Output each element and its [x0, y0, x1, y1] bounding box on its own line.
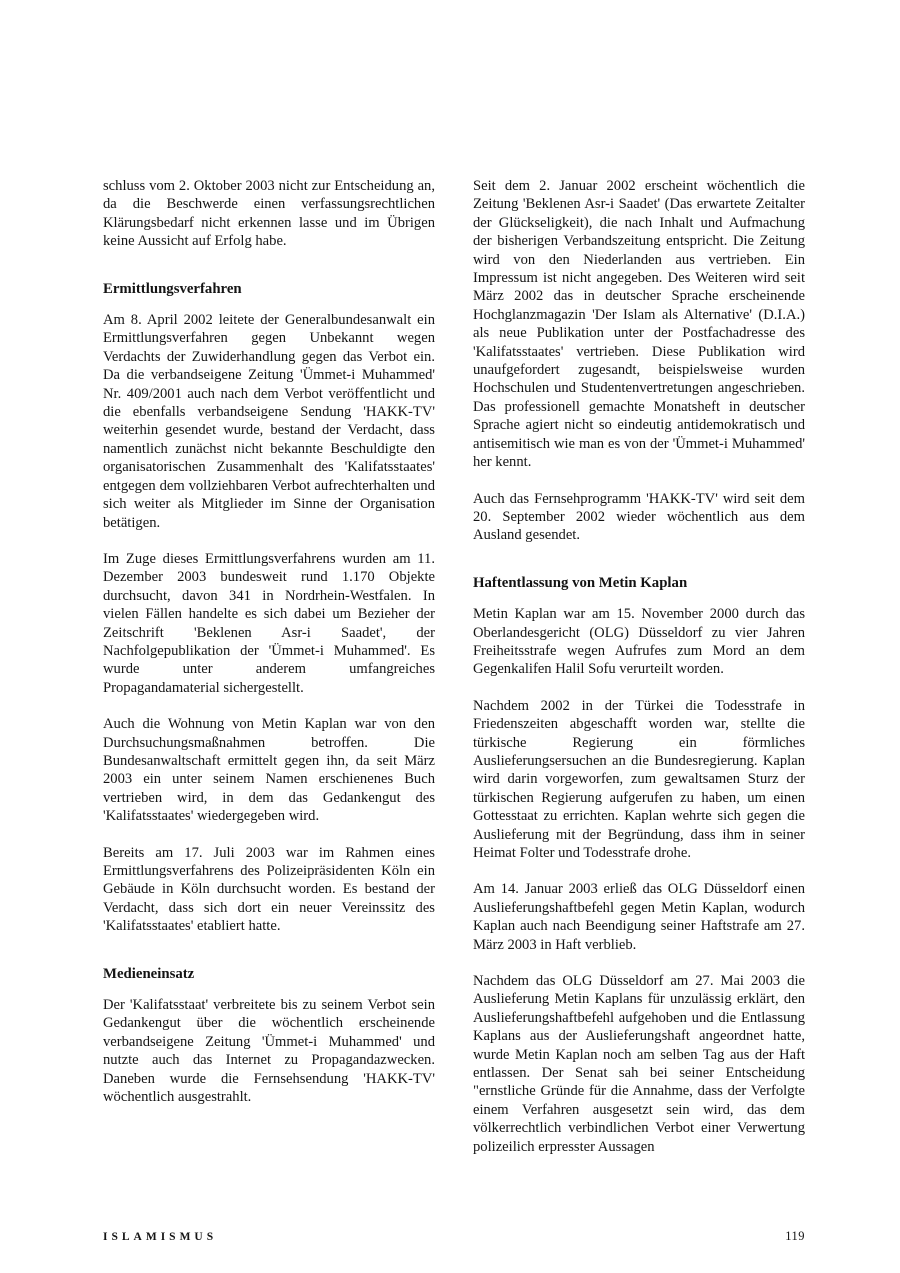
page-number: 119	[785, 1229, 805, 1243]
paragraph: Am 8. April 2002 leitete der Generalbundesanwalt ein Ermittlungsverfahren gegen Unbekannt wegen Verdachts der Zuwiderhandlung gegen das Verbot ein. Da die verbandseigene Zeitung 'Ümmet-i Muhammed' Nr. 409/2001 auch nach dem Verbot veröffentlicht und die ebenfalls verbandseigene Sendung 'HAKK-TV' weiterhin gesendet wurde, bestand der Verdacht, dass namentlich zunächst nicht bekannte Beschuldigte den organisatorischen Zusammenhalt des 'Kalifatsstaates' entgegen dem vollziehbaren Verbot aufrechterhalten und sich weiter als Mitglieder im Sinne der Organisation betätigen.	[103, 312, 435, 531]
text-columns	[103, 177, 805, 1174]
section-heading-medieneinsatz: Medieneinsatz	[103, 965, 195, 982]
page-footer	[103, 1229, 805, 1244]
paragraph: Am 14. Januar 2003 erließ das OLG Düsseldorf einen Auslieferungshaftbefehl gegen Metin Kaplan, wodurch Kaplan auch nach Beendigung seiner Haftstrafe am 27. März 2003 in Haft verblieb.	[473, 881, 805, 953]
paragraph: Bereits am 17. Juli 2003 war im Rahmen eines Ermittlungsverfahrens des Polizeipräsidenten Köln ein Gebäude in Köln durchsucht worden. Es bestand der Verdacht, dass sich dort ein neuer Vereinssitz des 'Kalifatsstaates' etabliert hatte.	[103, 844, 435, 935]
paragraph: Nachdem 2002 in der Türkei die Todesstrafe in Friedenszeiten abgeschafft worden war, stellte die türkische Regierung ein förmliches Auslieferungsersuchen an die Bundesregierung. Kaplan wird darin vorgeworfen, zum gewaltsamen Sturz der türkischen Regierung aufgerufen zu haben, um einen Gottesstaat zu errichten. Kaplan wehrte sich gegen die Auslieferung mit der Begründung, dass ihm in seiner Heimat Folter und Todesstrafe drohe.	[473, 697, 805, 861]
section-heading-ermittlungsverfahren: Ermittlungsverfahren	[103, 280, 242, 297]
paragraph: Auch die Wohnung von Metin Kaplan war von den Durchsuchungsmaßnahmen betroffen. Die Bundesanwaltschaft ermittelt gegen ihn, da seit März 2003 ein unter seinem Namen erschienenes Buch vertrieben wird, in dem das Gedankengut des 'Kalifatsstaates' wiedergegeben wird.	[103, 716, 435, 825]
paragraph: Im Zuge dieses Ermittlungsverfahrens wurden am 11. Dezember 2003 bundesweit rund 1.170 Objekte durchsucht, davon 341 in Nordrhein-Westfalen. In vielen Fällen handelte es sich dabei um Bezieher der Zeitschrift 'Beklenen Asr-i Saadet', der Nachfolgepublikation der 'Ümmet-i Muhammed'. Es wurde unter anderem umfangreiches Propagandamaterial sichergestellt.	[103, 550, 435, 696]
left-column	[103, 177, 435, 1174]
paragraph: Nachdem das OLG Düsseldorf am 27. Mai 2003 die Auslieferung Metin Kaplans für unzulässig erklärt, den Auslieferungshaftbefehl aufgehoben und die Entlassung Kaplans aus der Auslieferungshaft angeordnet hatte, wurde Metin Kaplan noch am selben Tag aus der Haft entlassen. Der Senat sah bei seiner Entscheidung "ernstliche Gründe für die Annahme, dass der Verfolgte einem Verfahren ausgesetzt sein wird, das dem völkerrechtlich verbindlichen Verbot einer Verwertung polizeilich erpresster Aussagen	[473, 973, 805, 1155]
paragraph: Auch das Fernsehprogramm 'HAKK-TV' wird seit dem 20. September 2002 wieder wöchentlich aus dem Ausland gesendet.	[473, 490, 805, 544]
right-column	[473, 177, 805, 1174]
paragraph: Metin Kaplan war am 15. November 2000 durch das Oberlandesgericht (OLG) Düsseldorf zu vier Jahren Freiheitsstrafe wegen Aufrufes zum Mord an dem Gegenkalifen Halil Sofu verurteilt worden.	[473, 606, 805, 678]
paragraph-continuation: schluss vom 2. Oktober 2003 nicht zur Entscheidung an, da die Beschwerde einen verfassungsrechtlichen Klärungsbedarf nicht erkennen lasse und im Übrigen keine Aussicht auf Erfolg habe.	[103, 178, 435, 250]
paragraph: Seit dem 2. Januar 2002 erscheint wöchentlich die Zeitung 'Beklenen Asr-i Saadet' (Das erwartete Zeitalter der Glückseligkeit), die nach Inhalt und Aufmachung der bisherigen Verbandszeitung entspricht. Die Zeitung wird von den Niederlanden aus vertrieben. Ein Impressum ist nicht angegeben. Des Weiteren wird seit März 2002 das in deutscher Sprache erscheinende Hochglanzmagazin 'Der Islam als Alternative' (D.I.A.) als neue Publikation unter der Postfachadresse des 'Kalifatsstaates' vertrieben. Diese Publikation wird unaufgefordert zugesandt, beispielsweise wurden Hochschulen und Studentenvertretungen angeschrieben. Das professionell gemachte Monatsheft in deutscher Sprache agiert nicht so eindeutig antidemokratisch und antisemitisch wie man es von der 'Ümmet-i Muhammed' her kennt.	[473, 178, 805, 471]
section-heading-haftentlassung: Haftentlassung von Metin Kaplan	[473, 574, 688, 591]
footer-section-label: ISLAMISMUS	[103, 1231, 218, 1243]
paragraph: Der 'Kalifatsstaat' verbreitete bis zu seinem Verbot sein Gedankengut über die wöchentlich erscheinende verbandseigene Zeitung 'Ümmet-i Muhammed' und nutzte auch das Internet zu Propagandazwecken. Daneben wurde die Fernsehsendung 'HAKK-TV' wöchentlich ausgestrahlt.	[103, 997, 435, 1106]
